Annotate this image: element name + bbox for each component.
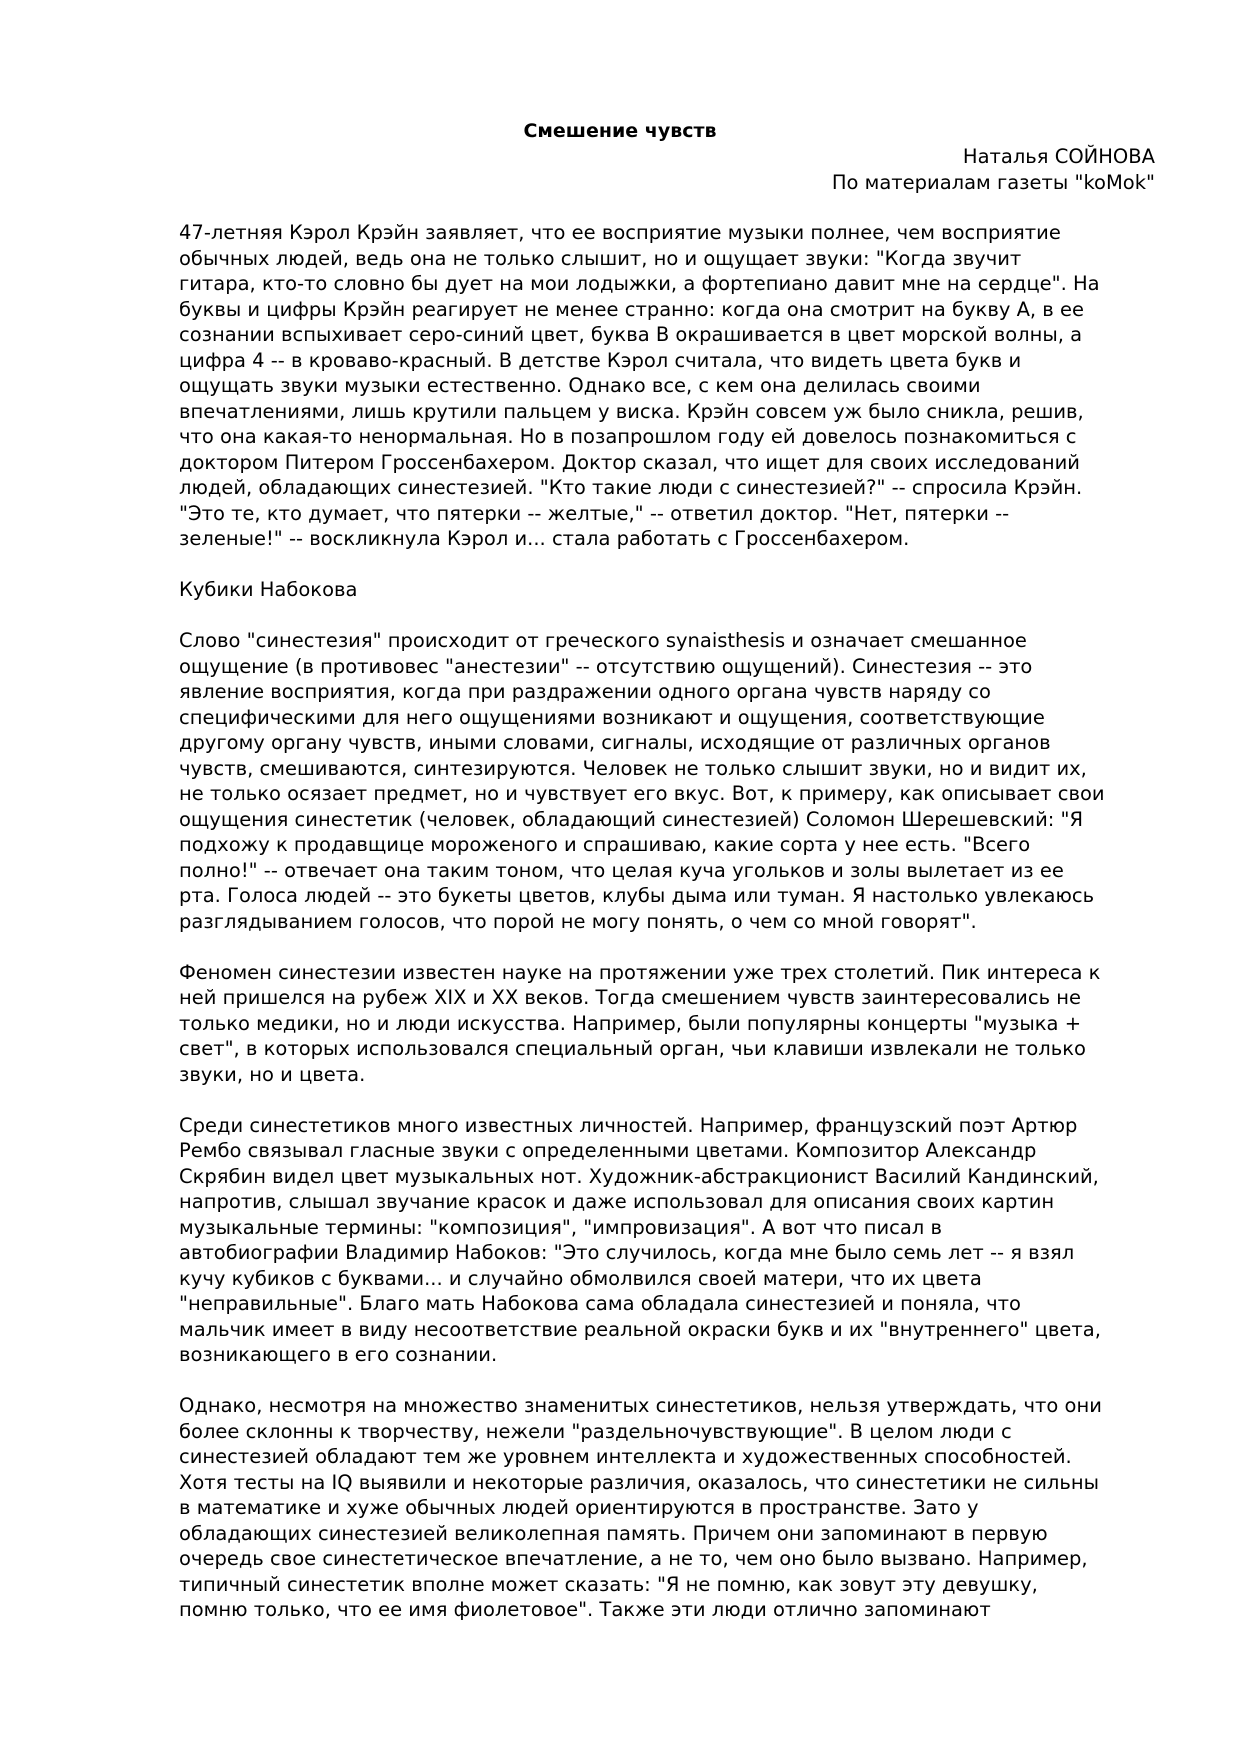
article-body: [179, 220, 1169, 1648]
paragraph-definition: Слово "синестезия" происходит от греческого synaisthesis и означает смешанное ощущение (в противовес "анестезии" -- отсутствию ощущений). Синестезия -- это явление восприятия, когда при раздражении одного органа чувств наряду со специфическими для него ощущениями возникают и ощущения, соответствующие другому органу чувств, иными словами, сигналы, исходящие от различных органов чувств, смешиваются, синтезируются. Человек не только слышит звуки, но и видит их, не только осязает предмет, но и чувствует его вкус. Вот, к примеру, как описывает свои ощущения синестетик (человек, обладающий синестезией) Соломон Шерешевский: "Я подхожу к продавщице мороженого и спрашиваю, какие сорта у нее есть. "Всего полно!" -- отвечает она таким тоном, что целая куча угольков и золы вылетает из ее рта. Голоса людей -- это букеты цветов, клубы дыма или туман. Я настолько увлекаюсь разглядыванием голосов, что порой не могу понять, о чем со мной говорят".: [179, 629, 1105, 933]
author-name: Наталья СОЙНОВА: [962, 145, 1155, 168]
paragraph-abilities: Однако, несмотря на множество знаменитых синестетиков, нельзя утверждать, что они более склонны к творчеству, нежели "раздельночувствующие". В целом люди с синестезией обладают тем же уровнем интеллекта и художественных способностей. Хотя тесты на IQ выявили и некоторые различия, оказалось, что синестетики не сильны в математике и хуже обычных людей ориентируются в пространстве. Зато у обладающих синестезией великолепная память. Причем они запоминают в первую очередь свое синестетическое впечатление, а не то, чем оно было вызвано. Например, типичный синестетик вполне может сказать: "Я не помню, как зовут эту девушку, помню только, что ее имя фиолетовое". Также эти люди отлично запоминают: [179, 1394, 1102, 1621]
byline: [832, 144, 1155, 196]
section-subheading: Кубики Набокова: [179, 578, 358, 601]
paragraph-history: Феномен синестезии известен науке на протяжении уже трех столетий. Пик интереса к ней пришелся на рубеж XIX и XX веков. Тогда смешением чувств заинтересовались не только медики, но и люди искусства. Например, были популярны концерты "музыка + свет", в которых использовался специальный орган, чьи клавиши извлекали не только звуки, но и цвета.: [179, 960, 1101, 1086]
source-note: По материалам газеты "koMok": [831, 171, 1155, 194]
paragraph-famous-synesthetes: Среди синестетиков много известных личностей. Например, французский поэт Артюр Рембо связывал гласные звуки с определенными цветами. Композитор Александр Скрябин видел цвет музыкальных нот. Художник-абстракционист Василий Кандинский, напротив, слышал звучание красок и даже использовал для описания своих картин музыкальные термины: "композиция", "импровизация". А вот что писал в автобиографии Владимир Набоков: "Это случилось, когда мне было семь лет -- я взял кучу кубиков с буквами... и случайно обмолвился своей матери, что их цвета "неправильные". Благо мать Набокова сама обладала синестезией и поняла, что мальчик имеет в виду несоответствие реальной окраски букв и их "внутреннего" цвета, возникающего в его сознании.: [179, 1113, 1101, 1366]
document-title: Смешение чувств: [523, 120, 717, 142]
paragraph-intro: 47-летняя Кэрол Крэйн заявляет, что ее восприятие музыки полнее, чем восприятие обычных людей, ведь она не только слышит, но и ощущает звуки: "Когда звучит гитара, кто-то словно бы дует на мои лодыжки, а фортепиано давит мне на сердце". На буквы и цифры Крэйн реагирует не менее странно: когда она смотрит на букву А, в ее сознании вспыхивает серо-синий цвет, буква В окрашивается в цвет морской волны, а цифра 4 -- в кроваво-красный. В детстве Кэрол считала, что видеть цвета букв и ощущать звуки музыки естественно. Однако все, с кем она делилась своими впечатлениями, лишь крутили пальцем у виска. Крэйн совсем уж было сникла, решив, что она какая-то ненормальная. Но в позапрошлом году ей довелось познакомиться с доктором Питером Гроссенбахером. Доктор сказал, что ищет для своих исследований людей, обладающих синестезией. "Кто такие люди с синестезией?" -- спросила Крэйн. "Это те, кто думает, что пятерки -- желтые," -- ответил доктор. "Нет, пятерки -- зеленые!" -- воскликнула Кэрол и... стала работать с Гроссенбахером.: [179, 221, 1100, 550]
